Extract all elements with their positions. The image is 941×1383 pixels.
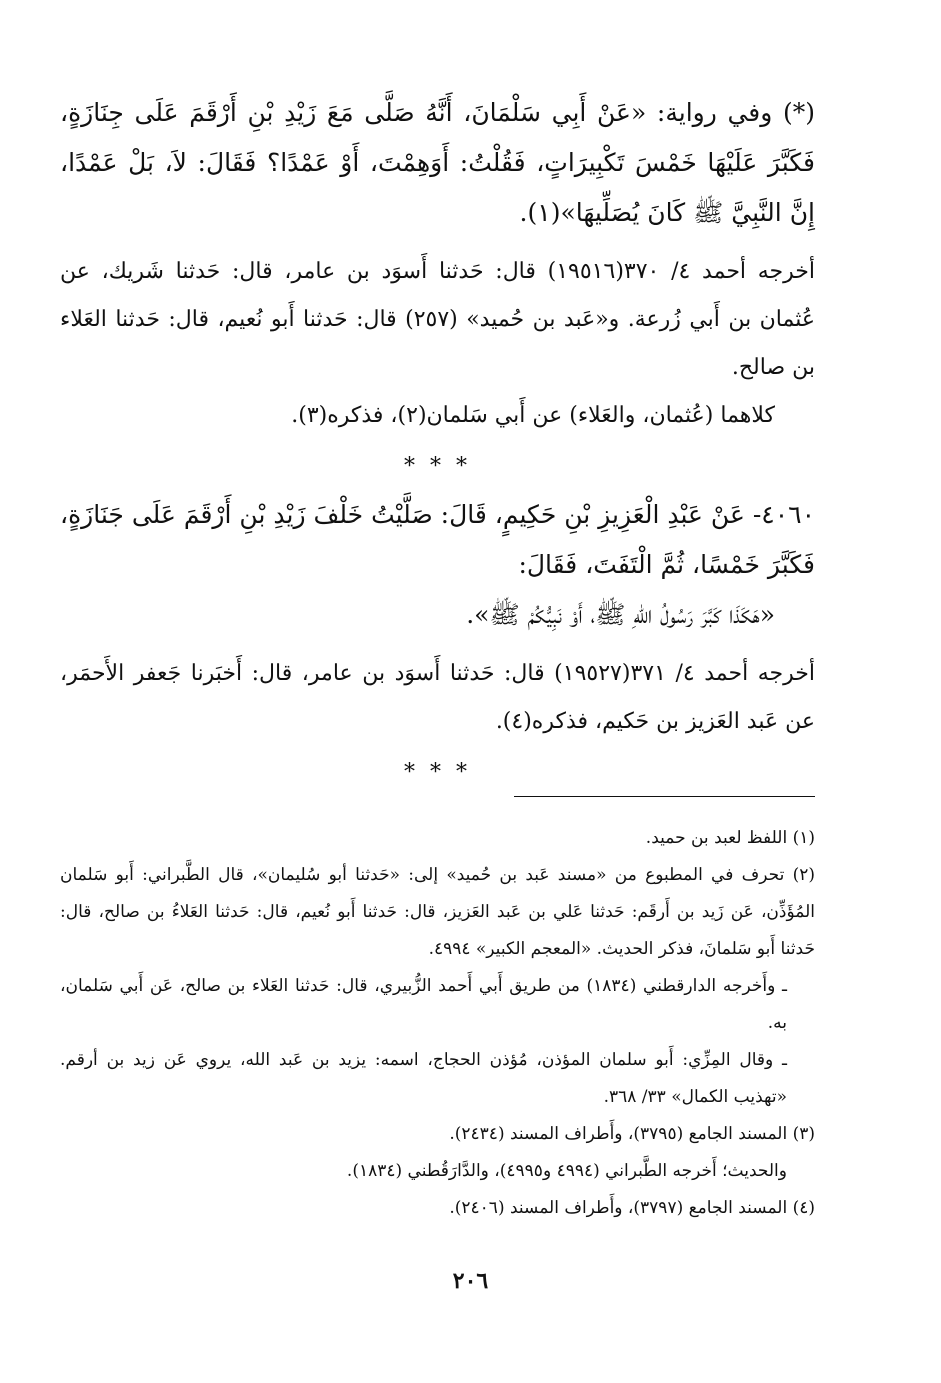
takhrij-paragraph-2: أخرجه أحمد ٤/ ٣٧١(١٩٥٢٧) قال: حَدثنا أَسوَد بن عامر، قال: أَخبَرنا جَعفر الأَحمَر، عن عَبد العَزيز بن حَكيم، فذكره(٤). [60, 661, 816, 734]
takhrij-paragraph-1: أخرجه أحمد ٤/ ٣٧٠(١٩٥١٦) قال: حَدثنا أَسوَد بن عامر، قال: حَدثنا شَريك، عن عُثمان بن أَبي زُرعة. و«عَبد بن حُميد» (٢٥٧) قال: حَدثنا أَبو نُعيم، قال: حَدثنا العَلاء بن صالح. [60, 259, 816, 380]
section-separator-1: * * * [404, 454, 471, 479]
footnotes [60, 820, 815, 1227]
hadith-4060: ٤٠٦٠- عَنْ عَبْدِ الْعَزِيزِ بْنِ حَكِيمٍ، قَالَ: صَلَّيْتُ خَلْفَ زَيْدِ بْنِ أَرْقَمَ عَلَى جَنَازَةٍ، فَكَبَّرَ خَمْسًا، ثُمَّ الْتَفَتَ، فَقَالَ: [60, 500, 815, 579]
footnote-2-mizzi: ـ وقال المِزِّي: أَبو سلمان المؤذن، مُؤذن الحجاج، اسمه: يزيد بن عَبد الله، يروي عَن زيد بن أرقم. «تهذيب الكمال» ٣٣/ ٣٦٨. [60, 1050, 788, 1107]
hadith-variant-narration: (*) وفي رواية: «عَنْ أَبِي سَلْمَانَ، أَنَّهُ صَلَّى مَعَ زَيْدِ بْنِ أَرْقَمَ عَلَى جِنَازَةٍ، فَكَبَّرَ عَلَيْهَا خَمْسَ تَكْبِيرَاتٍ، فَقُلْتُ: أَوَهِمْتَ، أَوْ عَمْدًا؟ فَقَالَ: لاَ، بَلْ عَمْدًا، إِنَّ النَّبِيَّ ﷺ كَانَ يُصَلِّيهَا»(١). [60, 98, 815, 227]
footnote-2-daraqutni: ـ وأَخرجه الدارقطني (١٨٣٤) من طريق أَبي أَحمد الزُّبيري، قال: حَدثنا العَلاء بن صالح، عَن أَبي سَلمان، به. [60, 976, 787, 1033]
footnote-1: (١) اللفظ لعبد بن حميد. [645, 828, 815, 848]
footnote-divider [514, 796, 815, 797]
footnote-4: (٤) المسند الجامع (٣٧٩٧)، وأَطراف المسند (٢٤٠٦). [449, 1198, 815, 1218]
footnote-3: (٣) المسند الجامع (٣٧٩٥)، وأَطراف المسند (٢٤٣٤). [449, 1124, 815, 1144]
page-number: ٢٠٦ [452, 1268, 489, 1294]
footnote-3-hadith: والحديث؛ أَخرجه الطَّبراني (٤٩٩٤ و٤٩٩٥)، والدَّارَقُطني (١٨٣٤). [346, 1161, 787, 1181]
takhrij-summary-1: كلاهما (عُثمان، والعَلاء) عن أَبي سَلمان(٢)، فذكره(٣). [291, 403, 775, 428]
footnote-2: (٢) تحرف في المطبوع من «مسند عَبد بن حُميد» إلى: «حَدثنا أبو سُليمان»، قال الطَّبراني: أَبو سَلمان المُؤَذِّن، عَن زَيد بن أَرقَم: حَدثنا عَلي بن عَبد العَزيز، قال: حَدثنا أَبو نُعيم، قال: حَدثنا العَلاءُ بن صالح، قال: حَدثنا أَبو سَلمانَ، فذكر الحديث. «المعجم الكبير» ٤٩٩٤. [60, 865, 815, 959]
section-separator-2: * * * [404, 760, 471, 785]
main-text [60, 88, 815, 796]
hadith-4060-quote: «هَكَذَا كَبَّرَ رَسُولُ اللهِ ﷺ، أَوْ نَبِيُّكُمْ ﷺ». [466, 600, 775, 629]
